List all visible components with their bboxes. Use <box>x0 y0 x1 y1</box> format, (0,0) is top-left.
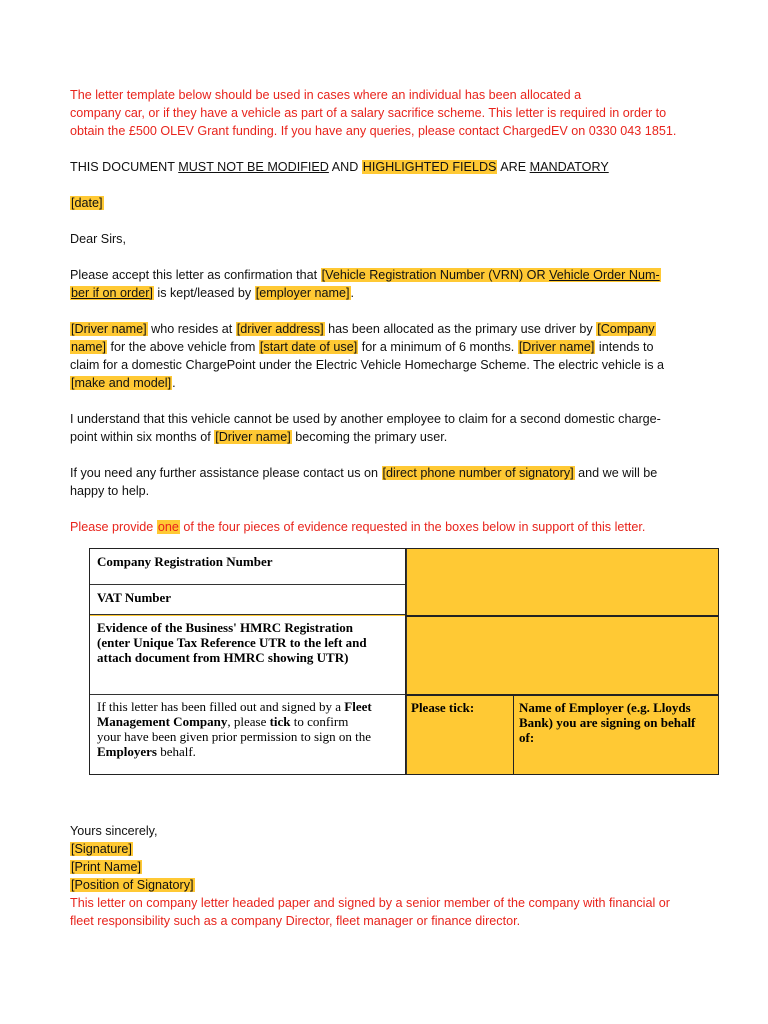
driver-name-field[interactable]: [Driver name] <box>71 322 147 336</box>
fleet-management-label: If this letter has been filled out and signed by a Fleet Management Company, please tick to confirm your have been given prior permission to sign on the Employers behalf. <box>90 695 407 774</box>
hmrc-input-area[interactable] <box>405 616 719 695</box>
assistance-paragraph: If you need any further assistance please contact us on [direct phone number of signatory] and we will be happy to help. <box>70 466 658 498</box>
mandatory-label: MANDATORY <box>529 160 609 174</box>
hmrc-label: Evidence of the Business' HMRC Registration (enter Unique Tax Reference UTR to the left and attach document from HMRC showing UTR) <box>90 616 407 695</box>
print-name-row <box>70 858 700 876</box>
evidence-note: Please provide one of the four pieces of evidence requested in the boxes below in support of this letter. <box>70 520 646 534</box>
understanding-paragraph: I understand that this vehicle cannot be used by another employee to claim for a second domestic charge- point within six months of [Driver name] becoming the primary user. <box>70 412 661 444</box>
evidence-table <box>89 548 719 775</box>
confirmation-paragraph: Please accept this letter as confirmation that [Vehicle Registration Number (VRN) OR Vehicle Order Num- ber if on order] is kept/leased by [employer name]. <box>70 268 660 300</box>
phone-number-field[interactable]: [direct phone number of signatory] <box>382 466 574 480</box>
intro-line-1: The letter template below should be used in cases where an individual has been allocated a <box>70 88 582 102</box>
letter-page <box>70 84 700 536</box>
closing-note-2: fleet responsibility such as a company Director, fleet manager or finance director. <box>70 914 521 928</box>
driver-name-field-3[interactable]: [Driver name] <box>215 430 291 444</box>
salutation: Dear Sirs, <box>70 232 126 246</box>
company-name-field[interactable]: [Company <box>597 322 655 336</box>
signature-field[interactable]: [Signature] <box>71 842 132 856</box>
date-field[interactable]: [date] <box>71 196 103 210</box>
position-row <box>70 876 700 894</box>
modification-notice: THIS DOCUMENT MUST NOT BE MODIFIED AND HIGHLIGHTED FIELDS ARE MANDATORY <box>70 160 609 174</box>
vehicle-order-field[interactable]: ber if on order] <box>71 286 153 300</box>
reg-vat-input-area[interactable] <box>405 548 719 616</box>
driver-name-field-2[interactable]: [Driver name] <box>518 340 595 354</box>
signature-row <box>70 840 700 858</box>
position-field[interactable]: [Position of Signatory] <box>71 878 194 892</box>
make-model-field[interactable]: [make and model] <box>71 376 172 390</box>
highlighted-fields-label: HIGHLIGHTED FIELDS <box>362 160 497 174</box>
vat-number-label: VAT Number <box>90 585 407 615</box>
closing-section <box>70 822 700 930</box>
please-tick-label: Please tick: <box>411 700 475 715</box>
start-date-field[interactable]: [start date of use] <box>259 340 358 354</box>
vrn-field[interactable]: [Vehicle Registration Number (VRN) OR Vehicle Order Num- <box>321 268 660 282</box>
print-name-field[interactable]: [Print Name] <box>71 860 141 874</box>
driver-paragraph: [Driver name] who resides at [driver address] has been allocated as the primary use driver by [Company name] for the above vehicle from [start date of use] for a minimum of 6 months. [Driver name] intends to claim for a domestic ChargePoint under the Electric Vehicle Homecharge Scheme. The electric vehicle is a [make and model]. <box>70 322 665 390</box>
employer-name-field[interactable]: [employer name] <box>255 286 350 300</box>
closing-note-1: This letter on company letter headed paper and signed by a senior member of the company with financial or <box>70 896 670 910</box>
tick-box[interactable] <box>405 695 514 775</box>
employer-name-box[interactable]: Name of Employer (e.g. Lloyds Bank) you are signing on behalf of: <box>513 695 719 775</box>
yours-sincerely: Yours sincerely, <box>70 824 158 838</box>
driver-address-field[interactable]: [driver address] <box>236 322 324 336</box>
company-registration-label: Company Registration Number <box>90 549 407 585</box>
company-name-field-cont[interactable]: name] <box>71 340 107 354</box>
evidence-one: one <box>157 520 179 534</box>
intro-line-2: company car, or if they have a vehicle as part of a salary sacrifice scheme. This letter is required in order to <box>70 106 667 120</box>
intro-line-3: obtain the £500 OLEV Grant funding. If you have any queries, please contact ChargedEV on 0330 043 1851. <box>70 124 677 138</box>
must-not-modify: MUST NOT BE MODIFIED <box>178 160 329 174</box>
date-field-row <box>70 194 700 212</box>
